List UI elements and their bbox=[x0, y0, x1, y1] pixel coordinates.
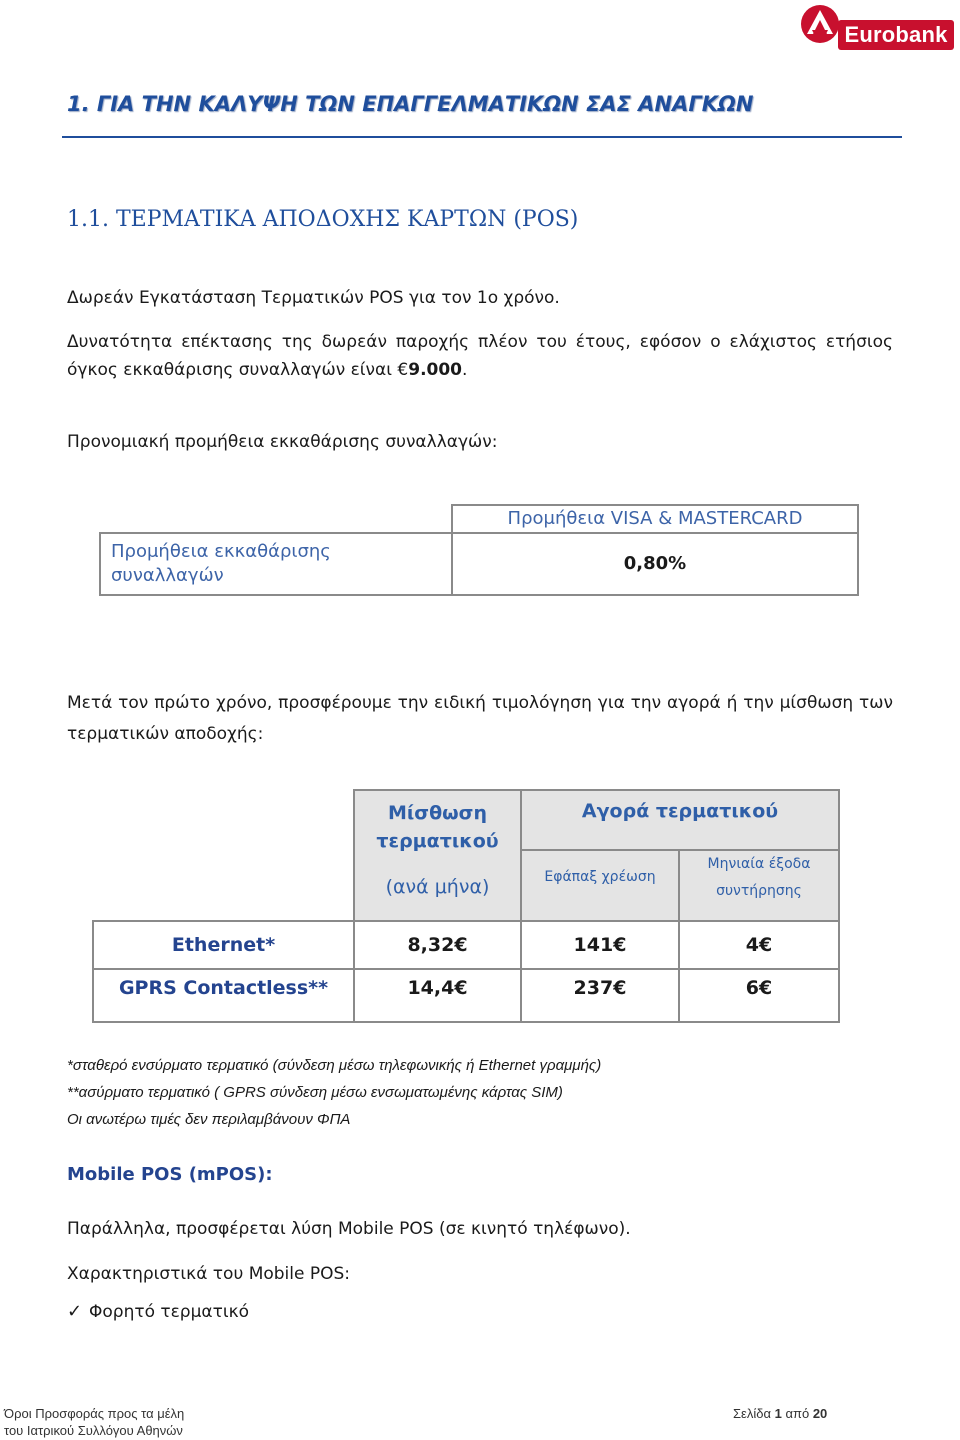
commission-row-label: Προμήθεια εκκαθάρισης συναλλαγών bbox=[99, 532, 453, 596]
section-heading: 1. ΓΙΑ ΤΗΝ ΚΑΛΥΨΗ ΤΩΝ ΕΠΑΓΓΕΛΜΑΤΙΚΩΝ ΣΑΣ ΑΝΑΓΚΩΝ bbox=[67, 92, 754, 116]
commission-value: 0,80% bbox=[451, 532, 859, 596]
footnote-vat: Οι ανωτέρω τιμές δεν περιλαμβάνουν ΦΠΑ bbox=[67, 1111, 351, 1128]
commission-table bbox=[99, 504, 859, 596]
logo-wordmark: Eurobank bbox=[838, 20, 954, 50]
cell-rent-gprs: 14,4€ bbox=[353, 968, 522, 1023]
checkmark-icon: ✓ bbox=[67, 1301, 83, 1322]
eurobank-emblem-icon bbox=[800, 4, 840, 44]
pricing-intro-text: Μετά τον πρώτο χρόνο, προσφέρουμε την ειδική τιμολόγηση για την αγορά ή την μίσθωση των τερματικών αποδοχής: bbox=[67, 693, 893, 744]
row-label-gprs: GPRS Contactless** bbox=[92, 968, 355, 1023]
commission-column-header: Προμήθεια VISA & MASTERCARD bbox=[451, 504, 859, 534]
one-off-charge-header: Εφάπαξ χρέωση bbox=[520, 849, 680, 922]
buy-header: Αγορά τερματικού bbox=[520, 789, 840, 851]
monthly-maintenance-header: Μηνιαία έξοδα συντήρησης bbox=[678, 849, 840, 922]
feature-list-item bbox=[67, 1298, 249, 1326]
mpos-heading: Mobile POS (mPOS): bbox=[67, 1164, 273, 1185]
mpos-offer-text: Παράλληλα, προσφέρεται λύση Mobile POS (σε κινητό τηλέφωνο). bbox=[67, 1219, 631, 1239]
footer-offer-line2: του Ιατρικού Συλλόγου Αθηνών bbox=[4, 1423, 183, 1438]
rent-header-sub: (ανά μήνα) bbox=[385, 876, 490, 898]
cell-once-gprs: 237€ bbox=[520, 968, 680, 1023]
eurobank-logo bbox=[800, 2, 958, 50]
footer-offer-line1: Όροι Προσφοράς προς τα μέλη bbox=[4, 1406, 185, 1421]
feature-label: Φορητό τερματικό bbox=[89, 1302, 250, 1322]
footnote-gprs: **ασύρματο τερματικό ( GPRS σύνδεση μέσω ενσωματωμένης κάρτας SIM) bbox=[67, 1084, 563, 1101]
rent-header-label: Μίσθωση τερματικού bbox=[376, 802, 499, 852]
cell-once-ethernet: 141€ bbox=[520, 920, 680, 970]
cell-monthly-gprs: 6€ bbox=[678, 968, 840, 1023]
mpos-features-title: Χαρακτηριστικά του Mobile POS: bbox=[67, 1264, 351, 1284]
page-number: Σελίδα 1 από 20 bbox=[733, 1406, 828, 1421]
extension-text: Δυνατότητα επέκτασης της δωρεάν παροχής πλέον του έτους, εφόσον ο ελάχιστος ετήσιος όγκος εκκαθάρισης συναλλαγών είναι €9.000. bbox=[67, 332, 893, 380]
rent-header bbox=[353, 789, 522, 922]
free-installation-text: Δωρεάν Εγκατάσταση Τερματικών POS για τον 1ο χρόνο. bbox=[67, 288, 560, 308]
commission-intro-text: Προνομιακή προμήθεια εκκαθάρισης συναλλαγών: bbox=[67, 432, 498, 452]
row-label-ethernet: Ethernet* bbox=[92, 920, 355, 970]
footnote-ethernet: *σταθερό ενσύρματο τερματικό (σύνδεση μέσω τηλεφωνικής ή Ethernet γραμμής) bbox=[67, 1057, 602, 1074]
subsection-heading: 1.1. ΤΕΡΜΑΤΙΚΑ ΑΠΟΔΟΧΗΣ ΚΑΡΤΩΝ (POS) bbox=[67, 207, 579, 232]
cell-rent-ethernet: 8,32€ bbox=[353, 920, 522, 970]
heading-divider bbox=[62, 136, 902, 138]
cell-monthly-ethernet: 4€ bbox=[678, 920, 840, 970]
